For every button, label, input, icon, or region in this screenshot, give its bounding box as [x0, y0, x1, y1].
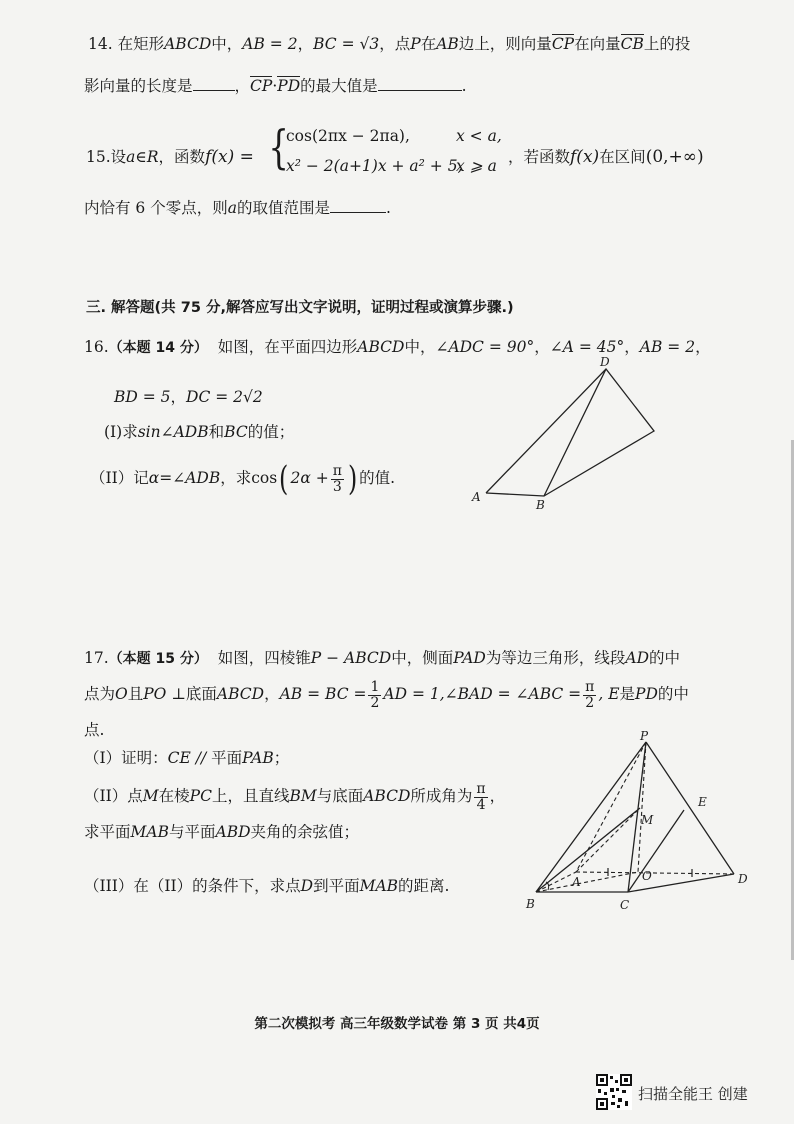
math: DC = 2√2 — [186, 388, 263, 406]
math: AB = 2 — [639, 338, 696, 356]
denominator: 3 — [332, 478, 342, 495]
text: 在区间 — [599, 148, 646, 166]
segment-BO — [536, 872, 638, 892]
q17-part2-line2 — [84, 820, 359, 842]
text: 且 — [127, 685, 144, 704]
math: MAB — [130, 823, 169, 841]
math: a∈R — [126, 148, 159, 166]
text: 在向量 — [574, 35, 621, 53]
label-E: E — [698, 795, 707, 809]
text: 夹角的余弦值； — [250, 823, 360, 841]
text: ， — [534, 338, 550, 356]
q16-number: 16. — [84, 338, 109, 356]
text: （III）在（II）的条件下，求点 — [84, 877, 301, 895]
math: BM — [289, 787, 317, 806]
math: AD — [625, 649, 649, 667]
math: PAB — [242, 749, 274, 767]
segment-AM — [576, 808, 640, 872]
denominator: 2 — [585, 694, 595, 711]
label-B: B — [536, 498, 545, 512]
math: O — [115, 685, 128, 704]
quad-outline — [486, 369, 654, 496]
answer-blank — [330, 198, 386, 213]
q16-part2 — [90, 459, 396, 499]
math: MAB — [359, 877, 399, 895]
math: ∠BAD = ∠ABC = — [444, 685, 582, 704]
answer-blank — [193, 76, 235, 91]
edge-PA — [576, 742, 646, 872]
math: ABD — [215, 823, 251, 841]
q16-line1 — [84, 335, 711, 357]
math: , E — [598, 685, 620, 704]
fraction — [331, 464, 344, 494]
q15-lead — [86, 145, 254, 167]
text: 是 — [619, 685, 636, 704]
math: PD — [635, 685, 658, 704]
math: cos — [251, 469, 278, 487]
text: 的最大值是 — [300, 77, 378, 95]
math: AB — [436, 35, 459, 53]
math: sin∠ADB — [137, 423, 209, 441]
label-A: A — [572, 875, 581, 889]
label-O: O — [642, 869, 652, 883]
math: ABCD — [164, 35, 212, 53]
numerator: π — [585, 679, 595, 695]
math: ∠A = 45° — [549, 338, 625, 356]
height-PO — [638, 742, 646, 872]
text: 内恰有 6 个零点，则 — [84, 199, 228, 217]
label-A: A — [472, 490, 481, 504]
text: 上的投 — [643, 35, 691, 53]
text: 与底面 — [316, 787, 364, 806]
text: 在棱 — [158, 787, 190, 806]
text: ，若函数 — [508, 148, 571, 166]
q16-part1 — [104, 420, 294, 442]
text: ， — [170, 388, 187, 406]
text: 影向量的长度是 — [84, 77, 193, 95]
text: ， — [624, 338, 640, 356]
text: 为等边三角形，线段 — [485, 649, 626, 667]
q14-line1 — [88, 32, 690, 54]
text: ； — [273, 749, 290, 767]
numerator: π — [476, 781, 486, 797]
q17-number: 17. — [84, 649, 109, 667]
text: （II）记 — [90, 469, 149, 487]
q15-line2 — [84, 196, 391, 218]
paren: ( — [279, 459, 289, 499]
text: 和 — [208, 423, 225, 441]
math: ABCD — [363, 787, 411, 806]
text: （II）点 — [84, 787, 143, 806]
math: · — [272, 77, 278, 95]
numerator: 1 — [370, 679, 380, 695]
section-title: 三. 解答题(共 75 分,解答应写出文字说明，证明过程或演算步骤.) — [86, 300, 514, 316]
text: . — [385, 199, 391, 217]
math: ∠ADC = 90° — [435, 338, 535, 356]
page-footer: 第二次模拟考 高三年级数学试卷 第 3 页 共4页 — [254, 1016, 540, 1032]
text: . — [461, 77, 467, 95]
numerator: π — [332, 462, 342, 479]
text: 边上，则向量 — [458, 35, 552, 53]
text: 的值； — [247, 423, 295, 441]
text: (I)求 — [104, 423, 138, 441]
case1 — [286, 127, 410, 145]
text: 平面 — [211, 749, 243, 767]
label-B: B — [526, 897, 535, 911]
fraction-pi-2 — [583, 680, 596, 710]
text: 在矩形 — [117, 35, 165, 53]
text: 所成角为 — [410, 787, 473, 806]
math: AB = 2 — [242, 35, 298, 53]
math: 2α + — [290, 469, 329, 487]
q17-line3: 点. — [84, 721, 105, 739]
edge-AB — [536, 872, 576, 892]
text: 底面 — [185, 685, 217, 704]
fraction-half — [368, 680, 381, 710]
text: ， — [297, 35, 314, 53]
denominator: 2 — [370, 694, 380, 711]
text: 如图，四棱锥 — [217, 649, 311, 667]
text: ，点 — [379, 35, 411, 53]
label-D: D — [738, 872, 748, 886]
math: CE // — [167, 749, 212, 767]
text: ， — [489, 787, 506, 806]
q17-part1 — [84, 746, 289, 768]
vector-CB: CB — [620, 35, 644, 53]
q17-figure — [520, 728, 760, 914]
fraction-pi-4 — [474, 782, 487, 812]
text: （I）证明： — [84, 749, 168, 767]
text: 点为 — [84, 685, 116, 704]
label-M: M — [641, 813, 654, 827]
math: D — [300, 877, 314, 895]
math: ABCD — [357, 338, 405, 356]
text: ， — [695, 338, 711, 356]
math: BC = √3 — [313, 35, 380, 53]
q14-line2 — [84, 74, 467, 96]
q16-line2 — [114, 385, 263, 407]
math: AB = BC = — [279, 685, 367, 704]
scanner-watermark: 扫描全能王 创建 — [638, 1085, 748, 1103]
vector-CP: CP — [250, 77, 273, 95]
text: ， — [234, 77, 251, 95]
math: (0,+∞) — [645, 147, 704, 167]
q17-line1 — [84, 646, 680, 668]
q17-part3 — [84, 874, 449, 896]
math: a — [227, 199, 237, 217]
q17-part2 — [84, 782, 505, 812]
text: 中， — [211, 35, 243, 53]
edge-PD — [646, 742, 734, 874]
text: 在 — [420, 35, 437, 53]
math: M — [142, 787, 159, 806]
text: ，求 — [220, 469, 252, 487]
piecewise-brace: { — [268, 120, 289, 174]
math: α=∠ADB — [148, 469, 221, 487]
q14-number: 14. — [88, 35, 113, 53]
text: ， — [264, 685, 280, 704]
math: P − ABCD — [310, 649, 392, 667]
math: f(x) = — [205, 147, 254, 167]
math: BC — [224, 423, 248, 441]
math: PC — [189, 787, 212, 806]
score: （本题 15 分） — [108, 651, 208, 667]
qr-code-icon — [596, 1074, 632, 1110]
text: 的中 — [657, 685, 689, 704]
q15-number: 15.设 — [86, 148, 127, 166]
label-C: C — [620, 898, 630, 912]
vector-PD: PD — [277, 77, 301, 95]
text: 中，侧面 — [391, 649, 454, 667]
math: PAD — [453, 649, 486, 667]
label-P: P — [640, 729, 649, 743]
text: 求平面 — [84, 823, 131, 841]
math: AD = 1, — [383, 685, 445, 704]
case1-expr: cos(2πx − 2πa), — [286, 127, 410, 145]
math: P — [410, 35, 421, 53]
text: 的距离. — [398, 877, 450, 895]
text: ，函数 — [158, 148, 206, 166]
math: f(x) — [570, 147, 600, 167]
q16-figure — [460, 355, 670, 515]
q17-line2 — [84, 680, 689, 710]
text: 上，且直线 — [211, 787, 290, 806]
text: 的值. — [359, 469, 396, 487]
text: 如图，在平面四边形 — [217, 338, 358, 356]
text: 的中 — [649, 649, 681, 667]
paren: ) — [347, 459, 358, 499]
denominator: 4 — [476, 796, 486, 813]
text: 中， — [404, 338, 436, 356]
case2-cond: x ⩾ a — [456, 157, 497, 175]
text: 与平面 — [168, 823, 216, 841]
label-D: D — [600, 355, 610, 369]
vector-CP: CP — [551, 35, 575, 53]
text: 的取值范围是 — [236, 199, 330, 217]
score: （本题 14 分） — [108, 340, 208, 356]
answer-blank — [378, 76, 462, 91]
math: BD = 5 — [114, 388, 171, 406]
math: ABCD — [216, 685, 265, 704]
text: 到平面 — [313, 877, 360, 895]
q15-tail — [508, 145, 704, 167]
edge-AD — [576, 872, 734, 874]
case1-cond: x < a, — [456, 127, 502, 145]
case2-expr: x² − 2(a+1)x + a² + 5, — [286, 157, 463, 175]
math: PO ⊥ — [143, 685, 186, 704]
